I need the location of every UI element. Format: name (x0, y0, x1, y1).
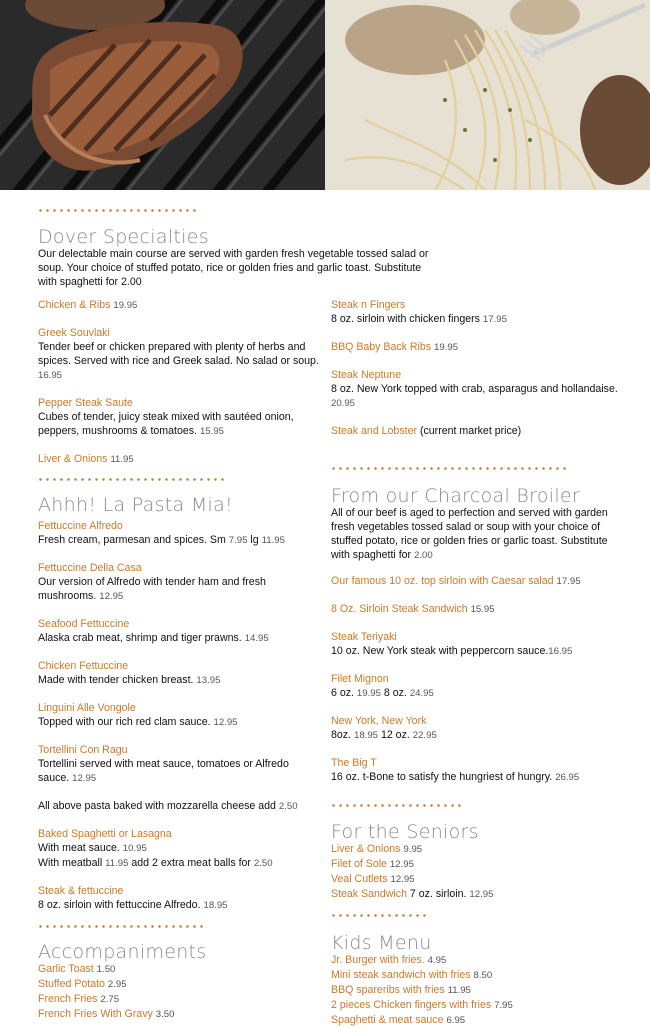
menu-item (38, 977, 320, 992)
seniors-column (331, 842, 631, 902)
menu-item (38, 827, 320, 871)
item-name: Chicken Fettuccine (38, 660, 129, 672)
broiler-intro-price: 2.00 (414, 550, 433, 561)
dover-right-column (331, 298, 631, 451)
item-name: Seafood Fettuccine (38, 618, 130, 630)
item-price: 7.95 (494, 1000, 513, 1011)
item-name: Steak & fettuccine (38, 885, 124, 897)
item-price: 2.75 (100, 994, 120, 1005)
menu-item (331, 842, 631, 857)
item-name: Pepper Steak Saute (38, 397, 133, 409)
item-price: 12.95 (72, 773, 97, 784)
item-price: 19.95 (356, 688, 381, 699)
item-description: Our version of Alfredo with tender ham and fresh mushrooms. (38, 576, 266, 602)
broiler-column (331, 574, 631, 798)
menu-item (38, 519, 320, 548)
item-name: The Big T (331, 757, 377, 769)
item-price: 11.95 (110, 454, 134, 465)
spaghetti-clams-photo (325, 0, 650, 190)
item-price: 18.95 (203, 900, 228, 911)
item-description: 8 oz. sirloin with fettuccine Alfredo. (38, 899, 201, 911)
menu-item (331, 857, 631, 872)
item-name: 2 pieces Chicken fingers with fries (331, 999, 492, 1011)
item-name: Linguini Alle Vongole (38, 702, 136, 714)
item-price: 7.95 (228, 535, 248, 546)
item-name: Chicken & Ribs (38, 299, 111, 311)
item-price: 4.95 (427, 955, 447, 966)
divider-dots (37, 209, 199, 212)
item-price: 16.95 (548, 646, 573, 657)
item-name: 8 Oz. Sirloin Steak Sandwich (331, 603, 468, 615)
item-description: 10 oz. New York steak with peppercorn sauce. (331, 645, 549, 657)
divider-dots (330, 914, 428, 917)
item-price: 12.95 (99, 591, 124, 602)
divider-dots (37, 478, 225, 481)
item-name: Steak Neptune (331, 369, 402, 381)
item-name: Our famous 10 oz. top sirloin with Caesar salad (331, 575, 554, 587)
item-description: Made with tender chicken breast. (38, 674, 194, 686)
note-text: All above pasta baked with mozzarella cheese add (38, 800, 276, 812)
menu-item (331, 298, 631, 327)
item-price: 11.95 (261, 535, 285, 546)
item-name: Garlic Toast (38, 963, 94, 975)
pasta-column (38, 519, 320, 926)
item-name: French Fries With Gravy (38, 1008, 153, 1020)
menu-item (331, 887, 631, 902)
menu-item (331, 630, 631, 659)
item-name: Filet Mignon (331, 673, 389, 685)
item-description: 7 oz. sirloin. (409, 888, 467, 900)
item-price: 11.95 (105, 858, 129, 869)
broiler-intro (331, 506, 623, 563)
item-name: Stuffed Potato (38, 978, 105, 990)
menu-item (331, 983, 631, 998)
section-title-seniors: For the Seniors (331, 821, 479, 843)
item-price: 12.95 (389, 859, 414, 870)
item-price: 1.50 (96, 964, 116, 975)
menu-item (331, 340, 631, 355)
item-price: 2.50 (253, 858, 273, 869)
menu-item (331, 424, 631, 438)
menu-item (331, 872, 631, 887)
dover-intro: Our delectable main course are served with garden fresh vegetable tossed salad or soup. Your choice of stuffed potato, rice or golden fries and garlic toast. Substitute with spaghetti for 2.00 (38, 248, 429, 288)
item-price: 6.95 (446, 1015, 466, 1026)
item-name: Steak Teriyaki (331, 631, 397, 643)
item-price: 26.95 (555, 772, 580, 783)
item-price: 2.95 (107, 979, 127, 990)
item-price: 12.95 (213, 717, 238, 728)
menu-item (331, 672, 631, 701)
item-name: Fettuccine Della Casa (38, 562, 142, 574)
item-price: 12.95 (390, 874, 415, 885)
item-name: Steak Sandwich (331, 888, 407, 900)
menu-item (331, 1013, 631, 1028)
divider-dots (330, 467, 568, 470)
item-price: 15.95 (470, 604, 495, 615)
item-price: 14.95 (244, 633, 269, 644)
accompaniments-column (38, 962, 320, 1022)
item-price: 17.95 (556, 576, 581, 587)
item-price: 24.95 (409, 688, 434, 699)
item-price: 9.95 (403, 844, 423, 855)
item-description: With meat sauce. (38, 842, 120, 854)
item-description: With meatball (38, 857, 103, 869)
section-title-pasta: Ahhh! La Pasta Mia! (38, 494, 233, 516)
item-name: Steak and Lobster (331, 425, 417, 437)
item-name: Jr. Burger with fries. (331, 954, 425, 966)
item-description: 8 oz. New York topped with crab, asparagus and hollandaise. (331, 383, 618, 395)
item-description: 12 oz. (380, 729, 410, 741)
item-description: Tortellini served with meat sauce, tomatoes or Alfredo sauce. (38, 758, 289, 784)
item-name: Veal Cutlets (331, 873, 388, 885)
item-price: 11.95 (447, 985, 471, 996)
item-name: Liver & Onions (331, 843, 401, 855)
item-price: 10.95 (122, 843, 147, 854)
item-name: Fettuccine Alfredo (38, 520, 123, 532)
menu-item (331, 602, 631, 617)
item-price: 17.95 (482, 314, 507, 325)
dover-left-column (38, 298, 320, 480)
item-name: Filet of Sole (331, 858, 387, 870)
section-title-kids: Kids Menu (331, 932, 432, 954)
item-description: Topped with our rich red clam sauce. (38, 716, 211, 728)
note-price: 2.50 (278, 801, 298, 812)
item-description: 8 oz. sirloin with chicken fingers (331, 313, 480, 325)
item-name: Mini steak sandwich with fries (331, 969, 471, 981)
item-price: 19.95 (113, 300, 138, 311)
menu-item (331, 968, 631, 983)
item-price: 16.95 (38, 370, 63, 381)
menu-item (38, 659, 320, 688)
menu-item (38, 617, 320, 646)
section-title-broiler: From our Charcoal Broiler (331, 485, 581, 507)
menu-item (38, 743, 320, 786)
item-name: Spaghetti & meat sauce (331, 1014, 444, 1026)
item-name: BBQ Baby Back Ribs (331, 341, 432, 353)
item-description: add 2 extra meat balls for (131, 857, 251, 869)
menu-item (38, 701, 320, 730)
item-description: Fresh cream, parmesan and spices. Sm (38, 534, 226, 546)
item-description: Alaska crab meat, shrimp and tiger prawns. (38, 632, 242, 644)
item-price: 8.50 (473, 970, 493, 981)
menu-item (331, 574, 631, 589)
section-title-dover: Dover Specialties (38, 226, 209, 248)
menu-item (38, 396, 320, 439)
item-description: 16 oz. t-Bone to satisfy the hungriest of hungry. (331, 771, 553, 783)
menu-item (38, 1007, 320, 1022)
header-photos (0, 0, 650, 190)
item-description: Cubes of tender, juicy steak mixed with sautéed onion, peppers, mushrooms & tomatoes. (38, 411, 294, 437)
item-name: BBQ spareribs with fries (331, 984, 445, 996)
section-title-accompaniments: Accompaniments (38, 941, 207, 963)
menu-item (38, 561, 320, 604)
item-description: (current market price) (419, 425, 522, 437)
item-price: 15.95 (199, 426, 224, 437)
item-name: Tortellini Con Ragu (38, 744, 128, 756)
menu-item (331, 998, 631, 1013)
menu-item (38, 884, 320, 913)
item-name: Steak n Fingers (331, 299, 406, 311)
item-price: 12.95 (469, 889, 494, 900)
item-price: 3.50 (155, 1009, 175, 1020)
item-price: 22.95 (412, 730, 437, 741)
menu-item (331, 714, 631, 743)
item-name: French Fries (38, 993, 98, 1005)
menu-item (331, 756, 631, 785)
item-description: lg (250, 534, 259, 546)
divider-dots (330, 804, 464, 807)
item-name: New York, New York (331, 715, 427, 727)
menu-item (38, 992, 320, 1007)
item-price: 19.95 (434, 342, 459, 353)
item-price: 20.95 (331, 398, 356, 409)
item-price: 13.95 (196, 675, 221, 686)
item-description: 8oz. (331, 729, 352, 741)
pasta-note (38, 799, 320, 814)
menu-item (331, 953, 631, 968)
menu-item (38, 962, 320, 977)
kids-column (331, 953, 631, 1028)
broiler-intro-text: All of our beef is aged to perfection and served with garden fresh vegetables tossed salad or soup with your choice of stuffed potato, rice or golden fries or garlic toast. Substitute with spaghetti for (331, 507, 608, 561)
item-name: Baked Spaghetti or Lasagna (38, 828, 172, 840)
item-description: 6 oz. (331, 687, 354, 699)
item-name: Liver & Onions (38, 453, 108, 465)
item-description: Tender beef or chicken prepared with plenty of herbs and spices. Served with rice and Greek salad. No salad or soup. (38, 341, 319, 367)
menu-item (38, 452, 320, 467)
item-name: Greek Souvlaki (38, 327, 110, 339)
grilled-steak-photo (0, 0, 325, 190)
item-description: 8 oz. (383, 687, 407, 699)
item-price: 18.95 (353, 730, 378, 741)
menu-item (38, 298, 320, 313)
menu-item (331, 368, 631, 411)
divider-dots (37, 925, 207, 928)
menu-item (38, 326, 320, 383)
